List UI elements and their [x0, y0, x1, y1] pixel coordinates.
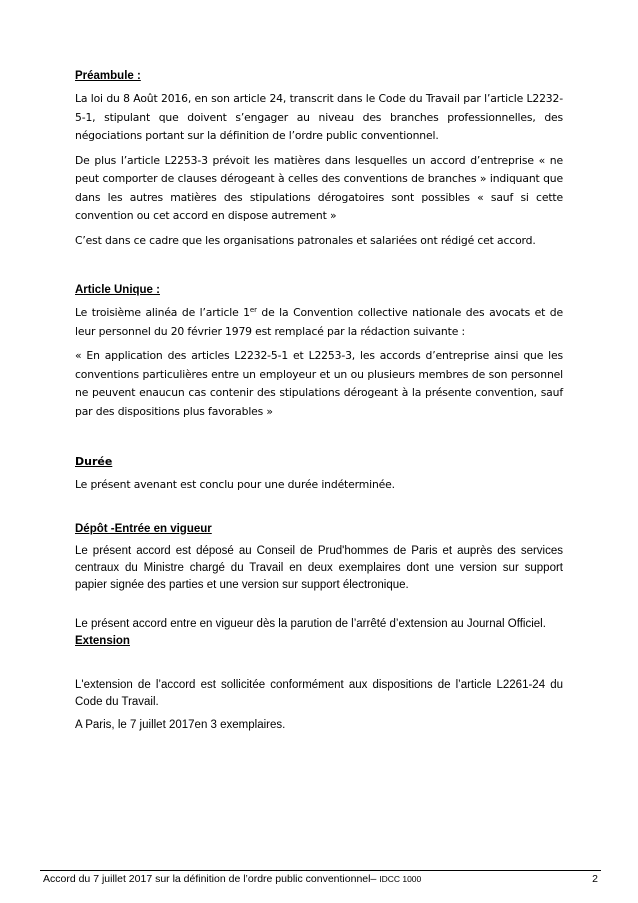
- article-text-end: de la Convention collective nationale des avocats et de leur personnel du 20 février 1979 est remplacé par la rédaction suivante :: [75, 306, 563, 338]
- extension-paragraph-2: A Paris, le 7 juillet 2017en 3 exemplaires.: [75, 718, 286, 731]
- page-footer: [43, 873, 598, 885]
- duree-paragraph: Le présent avenant est conclu pour une durée indéterminée.: [75, 478, 395, 491]
- preambule-paragraph-3: C’est dans ce cadre que les organisations patronales et salariées ont rédigé cet accord.: [75, 233, 536, 247]
- preambule-heading: Préambule :: [75, 70, 141, 82]
- preambule-paragraph-1: La loi du 8 Août 2016, en son article 24, transcrit dans le Code du Travail par l’article L2232-5-1, stipulant que doivent s’engager au niveau des branches professionnelles, des négociations portant sur la définition de l’ordre public conventionnel.: [75, 92, 563, 142]
- article-text-start: Le troisième alinéa de l’article 1: [75, 306, 250, 319]
- preambule-paragraph-2: De plus l’article L2253-3 prévoit les matières dans lesquelles un accord d’entreprise « ne peut comporter de clauses dérogeant à celles des conventions de branches » indiquant que dans les autres matières des stipulations dérogatoires sont possibles « sauf si cette convention ou cet accord en dispose autrement »: [75, 153, 563, 222]
- article-unique-paragraph-1: [75, 304, 563, 341]
- document-body: [75, 70, 563, 740]
- depot-paragraph-2: Le présent accord entre en vigueur dès la parution de l’arrêté d’extension au Journal Officiel.: [75, 617, 546, 630]
- page-number: 2: [592, 873, 598, 885]
- footer-text: Accord du 7 juillet 2017 sur la définition de l’ordre public conventionnel–: [43, 873, 380, 885]
- extension-heading: Extension: [75, 634, 130, 647]
- superscript-er: er: [249, 306, 257, 314]
- depot-heading: Dépôt -Entrée en vigueur: [75, 522, 212, 535]
- footer-divider: [40, 870, 601, 871]
- article-unique-heading: Article Unique :: [75, 284, 160, 296]
- footer-idcc: IDCC 1000: [379, 874, 422, 884]
- depot-paragraph-1: Le présent accord est déposé au Conseil de Prud'hommes de Paris et auprès des services centraux du Ministre chargé du Travail en deux exemplaires dont une version sur support papier signée des parties et une version sur support électronique.: [75, 544, 563, 591]
- article-unique-paragraph-2: « En application des articles L2232-5-1 et L2253-3, les accords d’entreprise ainsi que les conventions particulières entre un employeur et un ou plusieurs membres de son personnel ne peuvent enaucun cas contenir des stipulations dérogeant à la présente convention, sauf par des dispositions plus favorables »: [75, 349, 563, 418]
- extension-paragraph-1: L'extension de l’accord est sollicitée conformément aux dispositions de l’article L2261-24 du Code du Travail.: [75, 678, 563, 708]
- duree-heading: Durée: [75, 455, 113, 468]
